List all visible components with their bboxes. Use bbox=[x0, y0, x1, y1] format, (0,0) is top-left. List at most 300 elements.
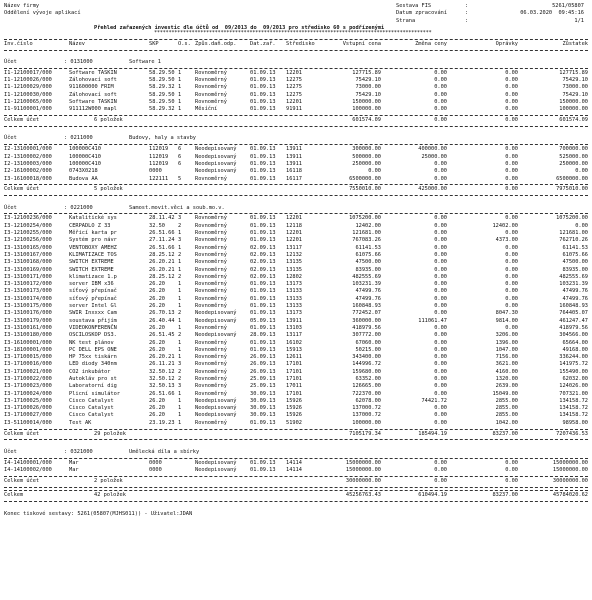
cost-center: 14114 bbox=[286, 467, 302, 474]
balance: 15000000.00 bbox=[552, 459, 588, 466]
item-name: Zálohovací soft bbox=[69, 77, 117, 84]
item-name: 100000C410 bbox=[69, 160, 101, 167]
depreciation: 0.00 bbox=[505, 467, 518, 474]
item-name: síťový přepínač bbox=[69, 288, 117, 295]
depreciation-method: Rovnoměrný bbox=[195, 251, 227, 258]
price-change: 0.00 bbox=[434, 222, 447, 229]
item-name: Autokláv pro st bbox=[69, 376, 117, 382]
table-row bbox=[4, 325, 588, 332]
depreciation: 0.00 bbox=[505, 251, 518, 258]
account-total-row bbox=[4, 478, 588, 485]
cost-center: 15913 bbox=[286, 346, 302, 353]
balance: 75429.10 bbox=[562, 77, 588, 84]
entry-price: 6500000.00 bbox=[349, 175, 381, 182]
date-placed: 01.09.13 bbox=[250, 77, 276, 84]
skp-code: 26.11.21 bbox=[149, 361, 175, 368]
inv-number: I3-12100256/000 bbox=[4, 237, 52, 244]
skp-code: 26.20 bbox=[149, 295, 165, 302]
os-value: 1 bbox=[178, 91, 182, 98]
os-value: 1 bbox=[178, 324, 182, 331]
cost-center: 12275 bbox=[286, 77, 302, 84]
entry-price: 150000.00 bbox=[352, 99, 381, 106]
table-row bbox=[4, 176, 588, 183]
table-row bbox=[4, 354, 588, 361]
inv-number: I2-13100001/000 bbox=[4, 146, 52, 153]
skp-code: 0000 bbox=[149, 459, 162, 466]
os-value: 1 bbox=[178, 390, 182, 397]
price-change: 25000.00 bbox=[421, 153, 447, 160]
depreciation: 15049.00 bbox=[492, 390, 518, 397]
balance: 127715.89 bbox=[559, 69, 588, 76]
spacer bbox=[4, 503, 588, 510]
date-placed: 01.09.13 bbox=[250, 237, 276, 244]
depreciation: 9814.00 bbox=[495, 317, 518, 324]
account-heading bbox=[4, 59, 588, 66]
skp-code: 32.50.12 bbox=[149, 376, 175, 382]
item-name: 911112W000 mapl bbox=[69, 106, 117, 113]
item-name: Laboratorní dig bbox=[69, 383, 117, 390]
total-entry-price: 30000000.00 bbox=[345, 477, 381, 484]
date-placed: 01.09.13 bbox=[250, 222, 276, 229]
depreciation: 0.00 bbox=[505, 244, 518, 251]
table-row bbox=[4, 267, 588, 274]
skp-code: 122111 bbox=[149, 175, 169, 182]
date-placed: 01.09.13 bbox=[250, 303, 276, 310]
table-row bbox=[4, 259, 588, 266]
date-placed: 01.09.13 bbox=[250, 146, 276, 153]
inv-number: I3-16100001/000 bbox=[4, 339, 52, 346]
balance: 336244.00 bbox=[559, 354, 588, 361]
date-placed: 30.09.13 bbox=[250, 397, 276, 404]
cost-center: 13173 bbox=[286, 310, 302, 317]
depreciation-method: Neodepisovaný bbox=[195, 317, 237, 324]
item-name: Budova AA bbox=[69, 175, 98, 182]
skp-code: 32.50.13 bbox=[149, 383, 175, 390]
os-value: 3 bbox=[178, 215, 182, 222]
account-number: : 0321000 bbox=[64, 448, 93, 455]
grand-total-price-change: 610494.19 bbox=[418, 492, 447, 499]
table-row bbox=[4, 99, 588, 106]
total-depreciation: 83237.00 bbox=[492, 430, 518, 437]
depreciation-method: Rovnoměrný bbox=[195, 339, 227, 346]
balance: 764405.07 bbox=[559, 310, 588, 317]
page-label: Strana bbox=[396, 17, 416, 24]
depreciation: 0.00 bbox=[505, 303, 518, 310]
table-row bbox=[4, 310, 588, 317]
date-placed: 01.09.13 bbox=[250, 215, 276, 222]
price-change: 0.00 bbox=[434, 99, 447, 106]
entry-price: 144996.72 bbox=[352, 361, 381, 368]
balance: 47499.76 bbox=[562, 288, 588, 295]
os-value: 5 bbox=[178, 175, 182, 182]
skp-code: 26.20 bbox=[149, 339, 165, 346]
entry-price: 47499.76 bbox=[355, 295, 381, 302]
cost-center: 15926 bbox=[286, 412, 302, 419]
skp-code: 32.50 bbox=[149, 222, 165, 229]
entry-price: 127715.89 bbox=[352, 69, 381, 76]
total-label: Celkem účet bbox=[4, 430, 40, 437]
report-footer: Konec tiskové sestavy: 5261(05807(MJHS011)) - Uživatel:JDAN bbox=[4, 510, 193, 517]
spacer bbox=[4, 128, 588, 135]
balance: 134158.72 bbox=[559, 405, 588, 412]
inv-number: I3-12100236/000 bbox=[4, 215, 52, 222]
depreciation: 1320.00 bbox=[495, 376, 518, 382]
depreciation: 3621.00 bbox=[495, 361, 518, 368]
header-line-1 bbox=[4, 3, 588, 10]
grand-total-label: Celkem bbox=[4, 492, 24, 499]
footer-line bbox=[4, 511, 588, 518]
entry-price: 12402.00 bbox=[355, 222, 381, 229]
cost-center: 51902 bbox=[286, 419, 302, 426]
item-name: PC DELL EPS ONE bbox=[69, 346, 117, 353]
entry-price: 300000.00 bbox=[352, 146, 381, 153]
cost-center: 13911 bbox=[286, 317, 302, 324]
price-change: 0.00 bbox=[434, 467, 447, 474]
entry-price: 722370.00 bbox=[352, 390, 381, 397]
total-count: 5 položek bbox=[94, 186, 123, 193]
depreciation-method: Měsíční bbox=[195, 106, 218, 113]
balance: 150000.00 bbox=[559, 99, 588, 106]
table-row bbox=[4, 420, 588, 427]
total-balance: 30000000.00 bbox=[552, 477, 588, 484]
table-row bbox=[4, 340, 588, 347]
balance: 6500000.00 bbox=[556, 175, 588, 182]
depreciation-method: Rovnoměrný bbox=[195, 99, 227, 106]
inv-number: I1-12100065/000 bbox=[4, 99, 52, 106]
table-row bbox=[4, 252, 588, 259]
depreciation-method: Rovnoměrný bbox=[195, 419, 227, 426]
entry-price: 47499.76 bbox=[355, 288, 381, 295]
date-placed: 02.09.13 bbox=[250, 251, 276, 258]
item-name: Systém pro návr bbox=[69, 237, 117, 244]
date-placed: 01.09.13 bbox=[250, 346, 276, 353]
os-value: 2 bbox=[178, 251, 182, 258]
price-change: 0.00 bbox=[434, 383, 447, 390]
table-row bbox=[4, 332, 588, 339]
inv-number: I1-12100026/000 bbox=[4, 77, 52, 84]
entry-price: 418979.56 bbox=[352, 324, 381, 331]
skp-code: 28.25.12 bbox=[149, 273, 175, 280]
skp-code: 26.20 bbox=[149, 288, 165, 295]
cost-center: 17101 bbox=[286, 390, 302, 397]
report-page bbox=[4, 3, 588, 518]
os-value: 1 bbox=[178, 84, 182, 91]
entry-price: 100000.00 bbox=[352, 419, 381, 426]
price-change: 0.00 bbox=[434, 332, 447, 339]
price-change: 0.00 bbox=[434, 281, 447, 288]
date-placed: 01.09.13 bbox=[250, 339, 276, 346]
item-name: CERPADLO Z 33 bbox=[69, 222, 111, 229]
cost-center: 13911 bbox=[286, 160, 302, 167]
total-price-change: 0.00 bbox=[434, 117, 447, 124]
date-placed: 30.09.13 bbox=[250, 390, 276, 397]
balance: 0.00 bbox=[575, 168, 588, 175]
skp-code: 58.29.50 bbox=[149, 69, 175, 76]
report-label: Sestava FIS bbox=[396, 3, 432, 9]
os-value: 1 bbox=[178, 77, 182, 84]
table-row bbox=[4, 296, 588, 303]
price-change: 0.00 bbox=[434, 251, 447, 258]
column-header-entry-price: Vstupní cena bbox=[342, 40, 381, 47]
skp-code: 28.25.12 bbox=[149, 251, 175, 258]
os-value: 6 bbox=[178, 146, 182, 153]
depreciation: 0.00 bbox=[505, 281, 518, 288]
item-name: Cisco Catalyst bbox=[69, 397, 114, 404]
depreciation: 0.00 bbox=[505, 215, 518, 222]
table-row bbox=[4, 391, 588, 398]
price-change: 0.00 bbox=[434, 295, 447, 302]
inv-number: I3-17100021/000 bbox=[4, 368, 52, 375]
cost-center: 17101 bbox=[286, 376, 302, 382]
date-placed: 25.09.13 bbox=[250, 376, 276, 382]
inv-number: I3-17100026/000 bbox=[4, 405, 52, 412]
date-value: 06.03.2020 09:45:16 bbox=[520, 10, 584, 17]
balance: 155490.00 bbox=[559, 368, 588, 375]
cost-center: 13133 bbox=[286, 295, 302, 302]
date-placed: 30.09.13 bbox=[250, 412, 276, 419]
item-name: VIDEOKONFERENČN bbox=[69, 324, 117, 331]
date-placed: 25.09.13 bbox=[250, 383, 276, 390]
price-change: 0.00 bbox=[434, 303, 447, 310]
depreciation: 0.00 bbox=[505, 273, 518, 280]
table-row bbox=[4, 467, 588, 474]
date-placed: 01.09.13 bbox=[250, 281, 276, 288]
depreciation-method: Rovnoměrný bbox=[195, 237, 227, 244]
depreciation: 2855.00 bbox=[495, 412, 518, 419]
account-label: Účet bbox=[4, 58, 17, 65]
depreciation: 1396.00 bbox=[495, 339, 518, 346]
price-change: 0.00 bbox=[434, 346, 447, 353]
inv-number: I1-91100001/000 bbox=[4, 106, 52, 113]
item-name: SWITCH EXTREME bbox=[69, 266, 114, 273]
entry-price: 360000.00 bbox=[352, 317, 381, 324]
date-placed: 01.09.13 bbox=[250, 153, 276, 160]
date-placed: 26.09.13 bbox=[250, 368, 276, 375]
item-name: Cisco Catalyst bbox=[69, 405, 114, 412]
date-placed: 01.09.13 bbox=[250, 310, 276, 317]
inv-number: I3-17100024/000 bbox=[4, 390, 52, 397]
spacer bbox=[4, 442, 588, 449]
table-row bbox=[4, 361, 588, 368]
inv-number: I3-17100022/000 bbox=[4, 376, 52, 382]
cost-center: 13911 bbox=[286, 153, 302, 160]
skp-code: 112019 bbox=[149, 146, 169, 153]
cost-center: 12118 bbox=[286, 222, 302, 229]
inv-number: I3-13100173/000 bbox=[4, 288, 52, 295]
entry-price: 772452.07 bbox=[352, 310, 381, 317]
account-total-row bbox=[4, 186, 588, 193]
entry-price: 103231.39 bbox=[352, 281, 381, 288]
depreciation-method: Rovnoměrný bbox=[195, 303, 227, 310]
total-count: 29 položek bbox=[94, 430, 126, 437]
depreciation-method: Rovnoměrný bbox=[195, 91, 227, 98]
table-row bbox=[4, 84, 588, 91]
depreciation-method: Rovnoměrný bbox=[195, 281, 227, 288]
inv-number: I4-14100002/000 bbox=[4, 467, 52, 474]
date-placed: 30.09.13 bbox=[250, 405, 276, 412]
cost-center: 13117 bbox=[286, 244, 302, 251]
company-name: Název firmy bbox=[4, 3, 40, 9]
skp-code: 26.20 bbox=[149, 397, 165, 404]
skp-code: 26.40.44 bbox=[149, 317, 175, 324]
item-name: soustava přijím bbox=[69, 317, 117, 324]
depreciation-method: Rovnoměrný bbox=[195, 383, 227, 390]
table-row bbox=[4, 168, 588, 175]
price-change: 0.00 bbox=[434, 69, 447, 76]
item-name: klimatizace 1.p bbox=[69, 273, 117, 280]
column-header-item-name: Název bbox=[69, 40, 85, 47]
os-value: 1 bbox=[178, 266, 182, 273]
cost-center: 16117 bbox=[286, 175, 302, 182]
cost-center: 13103 bbox=[286, 324, 302, 331]
skp-code: 27.11.24 bbox=[149, 237, 175, 244]
os-value: 6 bbox=[178, 153, 182, 160]
depreciation-method: Neodepisovaný bbox=[195, 146, 237, 153]
os-value: 2 bbox=[178, 332, 182, 339]
os-value: 2 bbox=[178, 273, 182, 280]
skp-code: 26.20 bbox=[149, 346, 165, 353]
cost-center: 16118 bbox=[286, 168, 302, 175]
account-number: : 0211000 bbox=[64, 135, 93, 142]
depreciation-method: Rovnoměrný bbox=[195, 390, 227, 397]
os-value: 2 bbox=[178, 222, 182, 229]
column-header-depreciation: Oprávky bbox=[495, 40, 518, 47]
depreciation: 0.00 bbox=[505, 288, 518, 295]
table-row bbox=[4, 369, 588, 376]
skp-code: 112019 bbox=[149, 160, 169, 167]
balance: 461247.47 bbox=[559, 317, 588, 324]
total-depreciation: 0.00 bbox=[505, 186, 518, 193]
entry-price: 121681.00 bbox=[352, 230, 381, 237]
total-balance: 7207436.53 bbox=[556, 430, 588, 437]
colon: : bbox=[465, 3, 469, 9]
item-name: Software TASKIN bbox=[69, 99, 117, 106]
item-name: server Intel Gl bbox=[69, 303, 117, 310]
price-change: 0.00 bbox=[434, 91, 447, 98]
entry-price: 67060.00 bbox=[355, 339, 381, 346]
inv-number: I3-13100167/000 bbox=[4, 251, 52, 258]
os-value: 1 bbox=[178, 295, 182, 302]
date-placed: 05.09.13 bbox=[250, 317, 276, 324]
item-name: Software TASKIN bbox=[69, 69, 117, 76]
item-name: 0743X0218 bbox=[69, 168, 98, 175]
cost-center: 12132 bbox=[286, 251, 302, 258]
skp-code: 26.20.21 bbox=[149, 266, 175, 273]
balance: 1075200.00 bbox=[556, 215, 588, 222]
entry-price: 159680.00 bbox=[352, 368, 381, 375]
depreciation: 0.00 bbox=[505, 153, 518, 160]
balance: 98958.00 bbox=[562, 419, 588, 426]
os-value: 3 bbox=[178, 237, 182, 244]
item-name: 100000C410 bbox=[69, 146, 101, 153]
depreciation-method: Rovnoměrný bbox=[195, 84, 227, 91]
price-change: 0.00 bbox=[434, 390, 447, 397]
account-number: : 0221000 bbox=[64, 204, 93, 211]
price-change: 0.00 bbox=[434, 160, 447, 167]
inv-number: I2-13100002/000 bbox=[4, 153, 52, 160]
entry-price: 15000000.00 bbox=[345, 467, 381, 474]
entry-price: 62078.00 bbox=[355, 397, 381, 404]
skp-code: 58.29.50 bbox=[149, 91, 175, 98]
date-placed: 02.09.13 bbox=[250, 266, 276, 273]
depreciation: 3206.00 bbox=[495, 332, 518, 339]
depreciation: 0.00 bbox=[505, 77, 518, 84]
colon: : bbox=[465, 17, 469, 24]
skp-code: 26.20 bbox=[149, 324, 165, 331]
balance: 83935.00 bbox=[562, 266, 588, 273]
os-value: 1 bbox=[178, 397, 182, 404]
depreciation: 0.00 bbox=[505, 69, 518, 76]
item-name: Zálohovací soft bbox=[69, 91, 117, 98]
column-header-date-placed: Dat.zař. bbox=[250, 40, 276, 47]
price-change: 0.00 bbox=[434, 266, 447, 273]
balance: 103231.39 bbox=[559, 281, 588, 288]
account-label: Účet bbox=[4, 448, 17, 455]
spacer bbox=[4, 52, 588, 59]
cost-center: 13135 bbox=[286, 259, 302, 266]
depreciation-method: Rovnoměrný bbox=[195, 376, 227, 382]
entry-price: 47500.00 bbox=[355, 259, 381, 266]
balance: 160848.93 bbox=[559, 303, 588, 310]
price-change: 0.00 bbox=[434, 361, 447, 368]
depreciation-method: Rovnoměrný bbox=[195, 230, 227, 237]
entry-price: 767083.26 bbox=[352, 237, 381, 244]
table-row bbox=[4, 318, 588, 325]
price-change: 74421.72 bbox=[421, 397, 447, 404]
balance: 762710.26 bbox=[559, 237, 588, 244]
inv-number: I2-16100002/000 bbox=[4, 168, 52, 175]
column-header-os-value: O.s. bbox=[178, 40, 191, 47]
depreciation-method: Neodepisovaný bbox=[195, 459, 237, 466]
price-change: 0.00 bbox=[434, 106, 447, 113]
entry-price: 63352.00 bbox=[355, 376, 381, 382]
cost-center: 12201 bbox=[286, 99, 302, 106]
entry-price: 100000.00 bbox=[352, 106, 381, 113]
inv-number: I3-17100015/000 bbox=[4, 354, 52, 361]
skp-code: 0000 bbox=[149, 467, 162, 474]
depreciation-method: Rovnoměrný bbox=[195, 354, 227, 361]
item-name: Test AK bbox=[69, 419, 92, 426]
depreciation: 0.00 bbox=[505, 106, 518, 113]
skp-code: 26.20 bbox=[149, 412, 165, 419]
entry-price: 83935.00 bbox=[355, 266, 381, 273]
cost-center: 15926 bbox=[286, 405, 302, 412]
department-name: Oddělení vývoje aplikací bbox=[4, 10, 81, 17]
depreciation: 0.00 bbox=[505, 99, 518, 106]
date-placed: 26.09.13 bbox=[250, 361, 276, 368]
inv-number: I3-17100023/000 bbox=[4, 383, 52, 390]
entry-price: 482555.69 bbox=[352, 273, 381, 280]
inv-number: I3-17100027/000 bbox=[4, 412, 52, 419]
table-row bbox=[4, 154, 588, 161]
depreciation: 4160.00 bbox=[495, 368, 518, 375]
cost-center: 12275 bbox=[286, 91, 302, 98]
inv-number: I3-13100179/000 bbox=[4, 317, 52, 324]
cost-center: 12802 bbox=[286, 273, 302, 280]
price-change: 0.00 bbox=[434, 237, 447, 244]
os-value: 1 bbox=[178, 412, 182, 419]
price-change: 0.00 bbox=[434, 288, 447, 295]
os-value: 1 bbox=[178, 346, 182, 353]
depreciation-method: Neodepisovaný bbox=[195, 397, 237, 404]
inv-number: I3-51100014/000 bbox=[4, 419, 52, 426]
balance: 250000.00 bbox=[559, 160, 588, 167]
entry-price: 250000.00 bbox=[352, 160, 381, 167]
total-price-change: 425000.00 bbox=[418, 186, 447, 193]
item-name: Plicní simulátor bbox=[69, 390, 121, 397]
entry-price: 160848.93 bbox=[352, 303, 381, 310]
skp-code: 26.20.21 bbox=[149, 354, 175, 361]
